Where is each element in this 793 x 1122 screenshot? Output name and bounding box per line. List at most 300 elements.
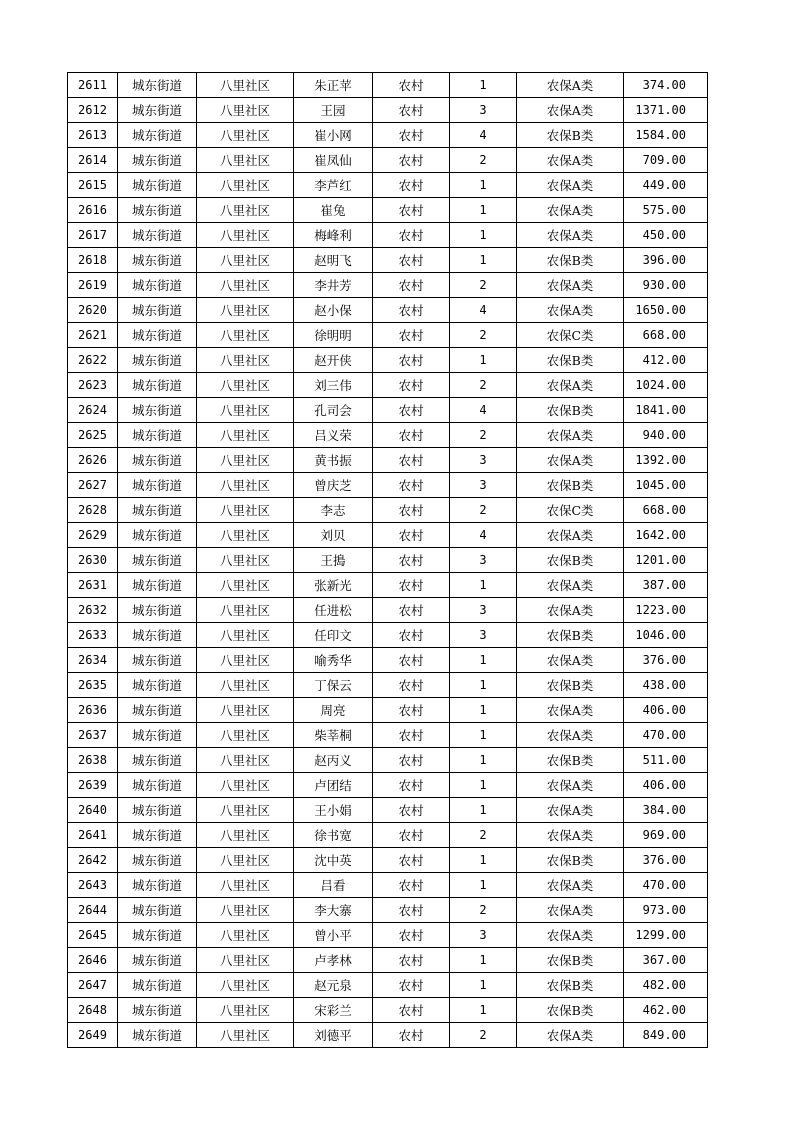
household-type-cell: 农村: [373, 898, 450, 923]
records-table: [67, 72, 708, 1048]
amount-cell: 511.00: [624, 748, 708, 773]
name-cell: 王园: [294, 98, 373, 123]
household-type-cell: 农村: [373, 973, 450, 998]
member-count-cell: 2: [450, 373, 517, 398]
member-count-cell: 1: [450, 698, 517, 723]
insurance-class-cell: 农保A类: [517, 298, 624, 323]
member-count-cell: 1: [450, 573, 517, 598]
amount-cell: 849.00: [624, 1023, 708, 1048]
table-row: [68, 173, 708, 198]
name-cell: 宋彩兰: [294, 998, 373, 1023]
row-number: 2637: [68, 723, 118, 748]
street-cell: 城东街道: [118, 923, 197, 948]
table-row: [68, 998, 708, 1023]
row-number: 2629: [68, 523, 118, 548]
name-cell: 李志: [294, 498, 373, 523]
name-cell: 赵丙义: [294, 748, 373, 773]
street-cell: 城东街道: [118, 898, 197, 923]
table-row: [68, 848, 708, 873]
household-type-cell: 农村: [373, 998, 450, 1023]
name-cell: 刘德平: [294, 1023, 373, 1048]
amount-cell: 1024.00: [624, 373, 708, 398]
amount-cell: 1642.00: [624, 523, 708, 548]
community-cell: 八里社区: [197, 448, 294, 473]
row-number: 2614: [68, 148, 118, 173]
table-row: [68, 248, 708, 273]
member-count-cell: 1: [450, 998, 517, 1023]
name-cell: 赵小保: [294, 298, 373, 323]
name-cell: 曾小平: [294, 923, 373, 948]
name-cell: 喻秀华: [294, 648, 373, 673]
row-number: 2626: [68, 448, 118, 473]
street-cell: 城东街道: [118, 98, 197, 123]
insurance-class-cell: 农保C类: [517, 498, 624, 523]
household-type-cell: 农村: [373, 323, 450, 348]
insurance-class-cell: 农保A类: [517, 823, 624, 848]
row-number: 2643: [68, 873, 118, 898]
amount-cell: 374.00: [624, 73, 708, 98]
table-row: [68, 73, 708, 98]
street-cell: 城东街道: [118, 748, 197, 773]
community-cell: 八里社区: [197, 698, 294, 723]
row-number: 2615: [68, 173, 118, 198]
street-cell: 城东街道: [118, 348, 197, 373]
name-cell: 李芦红: [294, 173, 373, 198]
row-number: 2612: [68, 98, 118, 123]
street-cell: 城东街道: [118, 298, 197, 323]
table-row: [68, 223, 708, 248]
community-cell: 八里社区: [197, 573, 294, 598]
community-cell: 八里社区: [197, 748, 294, 773]
row-number: 2623: [68, 373, 118, 398]
street-cell: 城东街道: [118, 673, 197, 698]
amount-cell: 384.00: [624, 798, 708, 823]
household-type-cell: 农村: [373, 248, 450, 273]
community-cell: 八里社区: [197, 648, 294, 673]
household-type-cell: 农村: [373, 598, 450, 623]
name-cell: 崔兔: [294, 198, 373, 223]
amount-cell: 482.00: [624, 973, 708, 998]
household-type-cell: 农村: [373, 848, 450, 873]
amount-cell: 367.00: [624, 948, 708, 973]
member-count-cell: 1: [450, 673, 517, 698]
table-row: [68, 123, 708, 148]
amount-cell: 575.00: [624, 198, 708, 223]
community-cell: 八里社区: [197, 923, 294, 948]
household-type-cell: 农村: [373, 1023, 450, 1048]
street-cell: 城东街道: [118, 873, 197, 898]
name-cell: 赵明飞: [294, 248, 373, 273]
member-count-cell: 4: [450, 398, 517, 423]
community-cell: 八里社区: [197, 323, 294, 348]
table-row: [68, 348, 708, 373]
table-row: [68, 798, 708, 823]
amount-cell: 470.00: [624, 723, 708, 748]
member-count-cell: 1: [450, 198, 517, 223]
amount-cell: 930.00: [624, 273, 708, 298]
member-count-cell: 3: [450, 548, 517, 573]
street-cell: 城东街道: [118, 148, 197, 173]
insurance-class-cell: 农保A类: [517, 373, 624, 398]
amount-cell: 709.00: [624, 148, 708, 173]
member-count-cell: 2: [450, 423, 517, 448]
name-cell: 赵开侠: [294, 348, 373, 373]
row-number: 2625: [68, 423, 118, 448]
insurance-class-cell: 农保B类: [517, 673, 624, 698]
insurance-class-cell: 农保A类: [517, 523, 624, 548]
table-row: [68, 823, 708, 848]
name-cell: 柴莘桐: [294, 723, 373, 748]
amount-cell: 940.00: [624, 423, 708, 448]
member-count-cell: 1: [450, 723, 517, 748]
row-number: 2632: [68, 598, 118, 623]
community-cell: 八里社区: [197, 798, 294, 823]
row-number: 2616: [68, 198, 118, 223]
name-cell: 崔小网: [294, 123, 373, 148]
household-type-cell: 农村: [373, 648, 450, 673]
household-type-cell: 农村: [373, 298, 450, 323]
member-count-cell: 1: [450, 223, 517, 248]
household-type-cell: 农村: [373, 798, 450, 823]
amount-cell: 1299.00: [624, 923, 708, 948]
table-row: [68, 98, 708, 123]
street-cell: 城东街道: [118, 948, 197, 973]
amount-cell: 412.00: [624, 348, 708, 373]
table-row: [68, 598, 708, 623]
street-cell: 城东街道: [118, 323, 197, 348]
street-cell: 城东街道: [118, 398, 197, 423]
household-type-cell: 农村: [373, 73, 450, 98]
household-type-cell: 农村: [373, 273, 450, 298]
row-number: 2617: [68, 223, 118, 248]
community-cell: 八里社区: [197, 973, 294, 998]
member-count-cell: 2: [450, 498, 517, 523]
amount-cell: 387.00: [624, 573, 708, 598]
household-type-cell: 农村: [373, 223, 450, 248]
name-cell: 吕义荣: [294, 423, 373, 448]
insurance-class-cell: 农保B类: [517, 998, 624, 1023]
row-number: 2618: [68, 248, 118, 273]
insurance-class-cell: 农保A类: [517, 798, 624, 823]
name-cell: 刘贝: [294, 523, 373, 548]
table-row: [68, 648, 708, 673]
name-cell: 曾庆芝: [294, 473, 373, 498]
street-cell: 城东街道: [118, 623, 197, 648]
street-cell: 城东街道: [118, 998, 197, 1023]
table-row: [68, 573, 708, 598]
amount-cell: 1392.00: [624, 448, 708, 473]
community-cell: 八里社区: [197, 73, 294, 98]
community-cell: 八里社区: [197, 948, 294, 973]
community-cell: 八里社区: [197, 298, 294, 323]
table-row: [68, 373, 708, 398]
street-cell: 城东街道: [118, 1023, 197, 1048]
household-type-cell: 农村: [373, 948, 450, 973]
insurance-class-cell: 农保A类: [517, 923, 624, 948]
amount-cell: 376.00: [624, 648, 708, 673]
amount-cell: 406.00: [624, 773, 708, 798]
name-cell: 王小娟: [294, 798, 373, 823]
community-cell: 八里社区: [197, 273, 294, 298]
amount-cell: 1045.00: [624, 473, 708, 498]
name-cell: 张新光: [294, 573, 373, 598]
household-type-cell: 农村: [373, 448, 450, 473]
row-number: 2628: [68, 498, 118, 523]
member-count-cell: 2: [450, 898, 517, 923]
community-cell: 八里社区: [197, 898, 294, 923]
insurance-class-cell: 农保A类: [517, 773, 624, 798]
community-cell: 八里社区: [197, 523, 294, 548]
amount-cell: 438.00: [624, 673, 708, 698]
insurance-class-cell: 农保A类: [517, 723, 624, 748]
household-type-cell: 农村: [373, 623, 450, 648]
row-number: 2644: [68, 898, 118, 923]
street-cell: 城东街道: [118, 448, 197, 473]
street-cell: 城东街道: [118, 423, 197, 448]
member-count-cell: 3: [450, 923, 517, 948]
table-row: [68, 948, 708, 973]
insurance-class-cell: 农保A类: [517, 448, 624, 473]
community-cell: 八里社区: [197, 248, 294, 273]
member-count-cell: 1: [450, 848, 517, 873]
community-cell: 八里社区: [197, 598, 294, 623]
member-count-cell: 1: [450, 773, 517, 798]
row-number: 2636: [68, 698, 118, 723]
amount-cell: 470.00: [624, 873, 708, 898]
insurance-class-cell: 农保A类: [517, 73, 624, 98]
street-cell: 城东街道: [118, 723, 197, 748]
community-cell: 八里社区: [197, 123, 294, 148]
household-type-cell: 农村: [373, 823, 450, 848]
household-type-cell: 农村: [373, 123, 450, 148]
household-type-cell: 农村: [373, 348, 450, 373]
member-count-cell: 2: [450, 323, 517, 348]
amount-cell: 462.00: [624, 998, 708, 1023]
name-cell: 吕看: [294, 873, 373, 898]
name-cell: 任进松: [294, 598, 373, 623]
street-cell: 城东街道: [118, 73, 197, 98]
row-number: 2646: [68, 948, 118, 973]
member-count-cell: 3: [450, 98, 517, 123]
household-type-cell: 农村: [373, 98, 450, 123]
member-count-cell: 1: [450, 248, 517, 273]
name-cell: 赵元泉: [294, 973, 373, 998]
name-cell: 王搗: [294, 548, 373, 573]
insurance-class-cell: 农保A类: [517, 598, 624, 623]
row-number: 2631: [68, 573, 118, 598]
amount-cell: 450.00: [624, 223, 708, 248]
street-cell: 城东街道: [118, 198, 197, 223]
member-count-cell: 4: [450, 123, 517, 148]
member-count-cell: 4: [450, 298, 517, 323]
row-number: 2649: [68, 1023, 118, 1048]
insurance-class-cell: 农保B类: [517, 548, 624, 573]
household-type-cell: 农村: [373, 773, 450, 798]
table-row: [68, 398, 708, 423]
community-cell: 八里社区: [197, 223, 294, 248]
community-cell: 八里社区: [197, 623, 294, 648]
row-number: 2645: [68, 923, 118, 948]
insurance-class-cell: 农保B类: [517, 948, 624, 973]
table-row: [68, 1023, 708, 1048]
household-type-cell: 农村: [373, 198, 450, 223]
row-number: 2635: [68, 673, 118, 698]
community-cell: 八里社区: [197, 98, 294, 123]
amount-cell: 396.00: [624, 248, 708, 273]
street-cell: 城东街道: [118, 548, 197, 573]
community-cell: 八里社区: [197, 498, 294, 523]
member-count-cell: 2: [450, 823, 517, 848]
member-count-cell: 1: [450, 648, 517, 673]
member-count-cell: 1: [450, 73, 517, 98]
community-cell: 八里社区: [197, 398, 294, 423]
row-number: 2630: [68, 548, 118, 573]
household-type-cell: 农村: [373, 173, 450, 198]
table-row: [68, 298, 708, 323]
insurance-class-cell: 农保A类: [517, 148, 624, 173]
insurance-class-cell: 农保A类: [517, 223, 624, 248]
household-type-cell: 农村: [373, 698, 450, 723]
street-cell: 城东街道: [118, 823, 197, 848]
row-number: 2627: [68, 473, 118, 498]
table-row: [68, 548, 708, 573]
street-cell: 城东街道: [118, 273, 197, 298]
name-cell: 李井芳: [294, 273, 373, 298]
insurance-class-cell: 农保A类: [517, 273, 624, 298]
name-cell: 卢孝林: [294, 948, 373, 973]
amount-cell: 406.00: [624, 698, 708, 723]
household-type-cell: 农村: [373, 498, 450, 523]
street-cell: 城东街道: [118, 248, 197, 273]
amount-cell: 1223.00: [624, 598, 708, 623]
insurance-class-cell: 农保B类: [517, 123, 624, 148]
records-table-body: [68, 73, 708, 1048]
name-cell: 徐书宽: [294, 823, 373, 848]
member-count-cell: 2: [450, 148, 517, 173]
insurance-class-cell: 农保B类: [517, 973, 624, 998]
insurance-class-cell: 农保A类: [517, 648, 624, 673]
household-type-cell: 农村: [373, 923, 450, 948]
name-cell: 崔凤仙: [294, 148, 373, 173]
amount-cell: 1371.00: [624, 98, 708, 123]
insurance-class-cell: 农保A类: [517, 423, 624, 448]
row-number: 2638: [68, 748, 118, 773]
household-type-cell: 农村: [373, 748, 450, 773]
insurance-class-cell: 农保A类: [517, 173, 624, 198]
household-type-cell: 农村: [373, 373, 450, 398]
row-number: 2619: [68, 273, 118, 298]
row-number: 2647: [68, 973, 118, 998]
community-cell: 八里社区: [197, 848, 294, 873]
member-count-cell: 1: [450, 948, 517, 973]
name-cell: 刘三伟: [294, 373, 373, 398]
table-row: [68, 698, 708, 723]
member-count-cell: 3: [450, 598, 517, 623]
insurance-class-cell: 农保B类: [517, 248, 624, 273]
table-row: [68, 523, 708, 548]
name-cell: 李大寨: [294, 898, 373, 923]
row-number: 2641: [68, 823, 118, 848]
street-cell: 城东街道: [118, 473, 197, 498]
household-type-cell: 农村: [373, 423, 450, 448]
name-cell: 朱正苹: [294, 73, 373, 98]
community-cell: 八里社区: [197, 1023, 294, 1048]
insurance-class-cell: 农保A类: [517, 1023, 624, 1048]
row-number: 2633: [68, 623, 118, 648]
member-count-cell: 3: [450, 473, 517, 498]
name-cell: 卢团结: [294, 773, 373, 798]
street-cell: 城东街道: [118, 173, 197, 198]
household-type-cell: 农村: [373, 473, 450, 498]
street-cell: 城东街道: [118, 598, 197, 623]
street-cell: 城东街道: [118, 523, 197, 548]
street-cell: 城东街道: [118, 698, 197, 723]
table-row: [68, 773, 708, 798]
community-cell: 八里社区: [197, 148, 294, 173]
amount-cell: 1650.00: [624, 298, 708, 323]
table-row: [68, 973, 708, 998]
street-cell: 城东街道: [118, 123, 197, 148]
street-cell: 城东街道: [118, 648, 197, 673]
insurance-class-cell: 农保A类: [517, 573, 624, 598]
street-cell: 城东街道: [118, 973, 197, 998]
community-cell: 八里社区: [197, 773, 294, 798]
household-type-cell: 农村: [373, 573, 450, 598]
table-row: [68, 748, 708, 773]
table-row: [68, 473, 708, 498]
insurance-class-cell: 农保A类: [517, 98, 624, 123]
name-cell: 沈中英: [294, 848, 373, 873]
street-cell: 城东街道: [118, 573, 197, 598]
name-cell: 徐明明: [294, 323, 373, 348]
amount-cell: 376.00: [624, 848, 708, 873]
insurance-class-cell: 农保B类: [517, 398, 624, 423]
amount-cell: 1841.00: [624, 398, 708, 423]
row-number: 2620: [68, 298, 118, 323]
name-cell: 丁保云: [294, 673, 373, 698]
row-number: 2640: [68, 798, 118, 823]
member-count-cell: 1: [450, 973, 517, 998]
household-type-cell: 农村: [373, 548, 450, 573]
street-cell: 城东街道: [118, 773, 197, 798]
community-cell: 八里社区: [197, 998, 294, 1023]
row-number: 2624: [68, 398, 118, 423]
table-row: [68, 198, 708, 223]
community-cell: 八里社区: [197, 873, 294, 898]
community-cell: 八里社区: [197, 823, 294, 848]
amount-cell: 668.00: [624, 498, 708, 523]
insurance-class-cell: 农保B类: [517, 348, 624, 373]
household-type-cell: 农村: [373, 398, 450, 423]
amount-cell: 969.00: [624, 823, 708, 848]
table-row: [68, 498, 708, 523]
amount-cell: 973.00: [624, 898, 708, 923]
street-cell: 城东街道: [118, 498, 197, 523]
street-cell: 城东街道: [118, 848, 197, 873]
row-number: 2642: [68, 848, 118, 873]
member-count-cell: 4: [450, 523, 517, 548]
member-count-cell: 1: [450, 798, 517, 823]
member-count-cell: 1: [450, 348, 517, 373]
member-count-cell: 1: [450, 873, 517, 898]
insurance-class-cell: 农保B类: [517, 473, 624, 498]
amount-cell: 668.00: [624, 323, 708, 348]
table-row: [68, 673, 708, 698]
table-row: [68, 323, 708, 348]
community-cell: 八里社区: [197, 723, 294, 748]
street-cell: 城东街道: [118, 223, 197, 248]
table-row: [68, 148, 708, 173]
